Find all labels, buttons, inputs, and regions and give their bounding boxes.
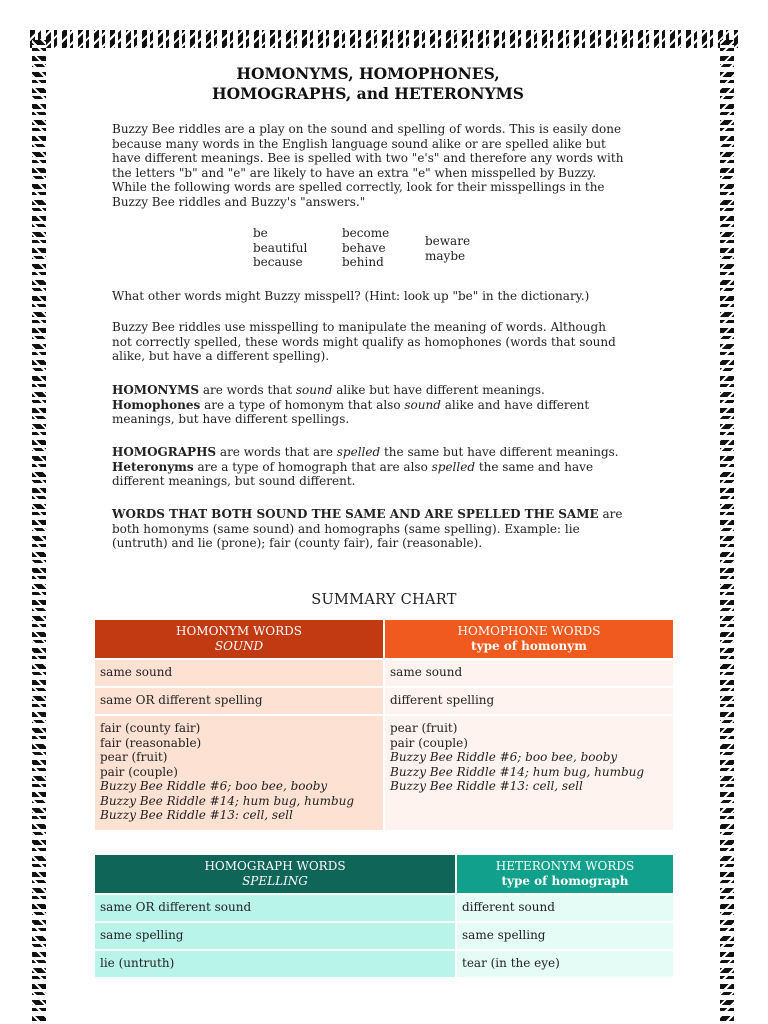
emphasis: sound: [295, 383, 333, 397]
riddle-line: Buzzy Bee Riddle #13: cell, sell: [100, 808, 293, 822]
header-sublabel: type of homonym: [471, 639, 587, 653]
table-cell-examples: [385, 716, 673, 830]
text-span: are words that are: [216, 445, 337, 459]
riddle-line: Buzzy Bee Riddle #6; boo bee, booby: [390, 750, 618, 764]
emphasis: sound: [404, 397, 441, 412]
table-cell-examples: [95, 716, 383, 830]
homophone-header: [385, 620, 673, 658]
table-cell: tear (in the eye): [457, 951, 673, 977]
homograph-header: [95, 855, 455, 893]
summary-table-sound: [93, 618, 675, 832]
homographs-paragraph: [112, 445, 624, 489]
table-cell: lie (untruth): [95, 951, 455, 977]
homonym-header: [95, 620, 383, 658]
example-line: fair (county fair): [100, 721, 201, 735]
title-line-2: HOMOGRAPHS, and HETERONYMS: [211, 84, 524, 103]
table-header-row: [95, 620, 673, 658]
decorative-border-right: [720, 40, 734, 1024]
intro-paragraph: Buzzy Bee riddles are a play on the sound and spelling of words. This is easily done because many words in the English language sound alike or are spelled alike but have different meanings. Bee is spelled with two "e's" and therefore any words with the letters "b" and "e" are likely to have an extra "e" when misspelled by Buzzy. While the following words are spelled correctly, look for their misspellings in the Buzzy Bee riddles and Buzzy's "answers.": [112, 122, 624, 209]
table-cell: different sound: [457, 895, 673, 921]
text-span: are a type of homograph that are also: [193, 459, 432, 474]
riddle-line: Buzzy Bee Riddle #14; hum bug, humbug: [390, 764, 645, 779]
term-homophones: Homophones: [112, 397, 201, 412]
word-item: because: [253, 255, 303, 269]
word-item: be: [253, 226, 268, 240]
table-cell: same spelling: [457, 923, 673, 949]
header-label: HOMOGRAPH WORDS: [204, 859, 346, 873]
table-row: [95, 660, 673, 686]
summary-table-spelling: [93, 853, 675, 979]
term-heteronyms: Heteronyms: [112, 459, 194, 474]
emphasis: spelled: [336, 445, 381, 459]
table-row: [95, 688, 673, 714]
table-cell: different spelling: [385, 688, 673, 714]
riddle-line: Buzzy Bee Riddle #6; boo bee, booby: [100, 779, 328, 793]
summary-chart-title: SUMMARY CHART: [311, 592, 457, 608]
emphasis: spelled: [431, 459, 476, 474]
word-column-1: [253, 226, 307, 270]
text-span: alike but have different meanings.: [332, 383, 545, 397]
term-homographs: HOMOGRAPHS: [112, 445, 217, 459]
word-column-2: [342, 226, 389, 270]
text-span: alike and have different meanings, but have different spellings.: [112, 397, 590, 426]
table-row: [95, 716, 673, 830]
word-item: beware: [425, 234, 471, 248]
example-line: fair (reasonable): [100, 735, 202, 750]
heteronym-header: [457, 855, 673, 893]
header-label: HOMOPHONE WORDS: [457, 624, 601, 638]
table-cell: same OR different sound: [95, 895, 455, 921]
word-column-3: [425, 234, 470, 263]
decorative-border-left: [32, 40, 46, 1024]
text-span: the same and have different meanings, but sound different.: [112, 459, 594, 488]
riddle-line: Buzzy Bee Riddle #13: cell, sell: [390, 779, 583, 793]
table-row: [95, 951, 673, 977]
example-line: pear (fruit): [100, 750, 168, 764]
text-span: are words that: [199, 383, 296, 397]
both-paragraph: [112, 507, 624, 551]
word-item: behave: [342, 240, 386, 255]
text-span: are both homonyms (same sound) and homographs (same spelling). Example: lie (untruth) and lie (prone); fair (county fair), fair (reasonable).: [112, 507, 623, 550]
table-row: [95, 895, 673, 921]
word-item: maybe: [425, 248, 466, 263]
table-cell: same spelling: [95, 923, 455, 949]
header-label: HETERONYM WORDS: [495, 859, 635, 873]
term-both: WORDS THAT BOTH SOUND THE SAME AND ARE SPELLED THE SAME: [112, 507, 599, 521]
riddle-line: Buzzy Bee Riddle #14; hum bug, humbug: [100, 793, 355, 808]
decorative-border-top: [30, 30, 738, 48]
misspell-paragraph: Buzzy Bee riddles use misspelling to manipulate the meaning of words. Although not correctly spelled, these words might qualify as homophones (words that sound alike, but have a different spelling).: [112, 320, 616, 363]
title-line-1: HOMONYMS, HOMOPHONES,: [236, 64, 500, 83]
header-label: HOMONYM WORDS: [176, 624, 302, 638]
page-title: [112, 64, 624, 104]
table-row: [95, 923, 673, 949]
word-item: beautiful: [253, 240, 308, 255]
text-span: the same but have different meanings.: [380, 445, 619, 459]
table-cell: same sound: [385, 660, 673, 686]
table-header-row: [95, 855, 673, 893]
word-item: behind: [342, 255, 384, 269]
header-sublabel: SPELLING: [242, 874, 308, 888]
header-sublabel: type of homograph: [501, 874, 629, 888]
example-line: pear (fruit): [390, 721, 458, 735]
example-line: pair (couple): [100, 764, 178, 779]
example-line: pair (couple): [390, 735, 468, 750]
text-span: are a type of homonym that also: [204, 397, 405, 412]
table-cell: same OR different spelling: [95, 688, 383, 714]
table-cell: same sound: [95, 660, 383, 686]
term-homonyms: HOMONYMS: [112, 383, 200, 397]
word-item: become: [342, 226, 390, 240]
header-sublabel: SOUND: [214, 639, 264, 653]
question-paragraph: What other words might Buzzy misspell? (Hint: look up "be" in the dictionary.): [112, 289, 590, 303]
homonyms-paragraph: [112, 383, 624, 427]
